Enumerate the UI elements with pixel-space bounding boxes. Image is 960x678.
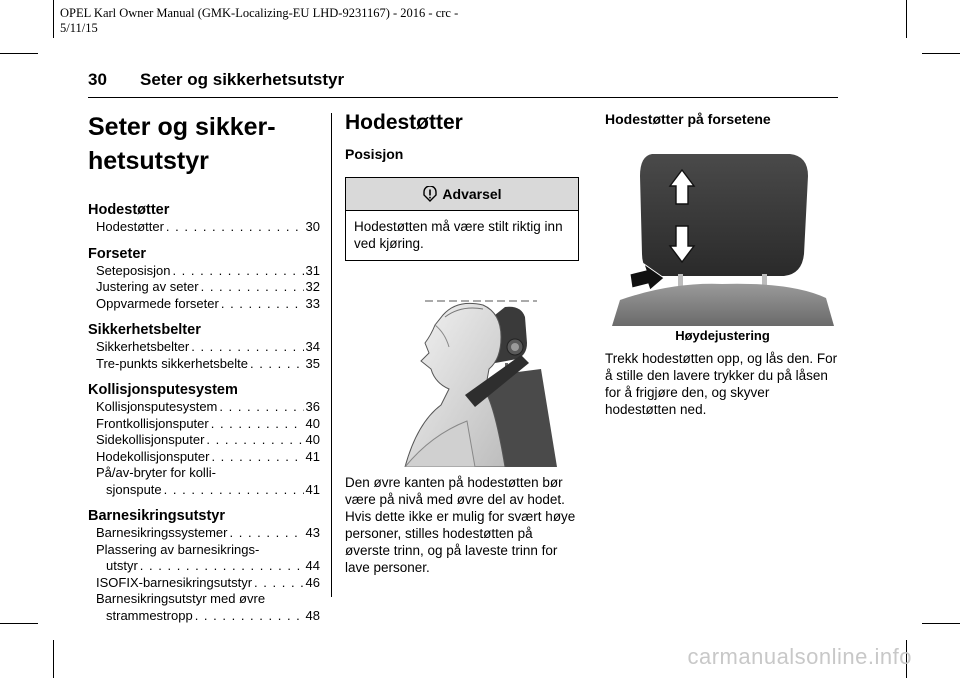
toc-entry-line1[interactable]: Plassering av barnesikrings-	[96, 541, 260, 557]
front-headrests-section	[605, 110, 840, 128]
toc-section	[88, 382, 320, 498]
toc-entry[interactable]: strammestropp . . . 48	[88, 608, 320, 625]
toc-section	[88, 508, 320, 624]
toc-entry[interactable]: Hodekollisjonsputer . . . 41	[88, 449, 320, 466]
toc-section	[88, 322, 320, 372]
headrest-height-adjustment-illustration	[612, 150, 834, 326]
subsection-title: Hodestøtter på forsetene	[605, 111, 771, 127]
crop-mark	[922, 623, 960, 624]
toc-heading: Kollisjonsputesystem	[88, 382, 238, 398]
warning-title: Advarsel	[442, 186, 502, 202]
toc-entry-line1[interactable]: Barnesikringsutstyr med øvre	[96, 591, 266, 606]
crop-mark	[53, 0, 54, 38]
toc-heading: Forseter	[88, 245, 147, 262]
document-meta: OPEL Karl Owner Manual (GMK-Localizing-EU LHD-9231167) - 2016 - crc - 5/11/15	[60, 6, 459, 35]
toc-entry[interactable]: Frontkollisjonsputer . . . 40	[88, 416, 320, 433]
subsection-title: Posisjon	[345, 146, 404, 162]
crop-mark	[0, 53, 38, 54]
crop-mark	[906, 0, 907, 38]
running-header	[88, 70, 344, 90]
toc-entry[interactable]: Oppvarmede forseter . . . 33	[88, 296, 320, 313]
headrest-section	[345, 110, 580, 261]
toc-heading: Hodestøtter	[88, 202, 170, 218]
toc-entry[interactable]: Justering av seter . . . 32	[88, 279, 320, 296]
page-number: 30	[88, 70, 107, 89]
toc-entry[interactable]: sjonspute . . . 41	[88, 482, 320, 499]
crop-mark	[922, 53, 960, 54]
toc-entry[interactable]: ISOFIX-barnesikringsutstyr . . . 46	[88, 575, 320, 592]
toc-entry-line1[interactable]: På/av-bryter for kolli-	[96, 465, 216, 480]
section-title: Hodestøtter	[345, 111, 463, 134]
toc-entry[interactable]: Barnesikringssystemer . . . 43	[88, 525, 320, 542]
column-divider	[331, 113, 332, 597]
running-header-title: Seter og sikkerhetsutstyr	[140, 70, 345, 89]
figure-caption: Høydejustering	[675, 328, 770, 343]
toc-entry[interactable]: Seteposisjon . . . 31	[88, 263, 320, 280]
toc-heading: Sikkerhetsbelter	[88, 322, 201, 338]
toc-entry[interactable]: utstyr . . . 44	[88, 558, 320, 575]
toc-section	[88, 246, 320, 313]
header-rule	[88, 97, 838, 98]
chapter-title: Seter og sikker- hetsutstyr	[88, 113, 276, 175]
toc-heading: Barnesikringsutstyr	[88, 508, 225, 524]
headrest-position-illustration	[345, 295, 577, 467]
toc-entry[interactable]: Sikkerhetsbelter . . . 34	[88, 339, 320, 356]
crop-mark	[0, 623, 38, 624]
headrest-adjustment-text: Trekk hodestøtten opp, og lås den. For å stille den lavere trykker du på låsen for å frigjøre den, og skyver hodestøtten ned.	[605, 351, 838, 417]
warning-box	[345, 177, 579, 261]
chapter-contents	[88, 110, 320, 624]
watermark: carmanualsonline.info	[687, 644, 912, 669]
toc-entry[interactable]: Kollisjonsputesystem . . . 36	[88, 399, 320, 416]
toc-entry[interactable]: Sidekollisjonsputer . . . 40	[88, 432, 320, 449]
toc-entry[interactable]: Tre-punkts sikkerhetsbelte . . . 35	[88, 356, 320, 373]
warning-text: Hodestøtten må være stilt riktig inn ved kjøring.	[354, 219, 563, 251]
toc-section	[88, 202, 320, 236]
headrest-position-text: Den øvre kanten på hodestøtten bør være på nivå med øvre del av hodet. Hvis dette ikke er mulig for svært høye personer, stilles hodestøtten på øverste trinn, og på laveste trinn for lave personer.	[345, 475, 576, 575]
toc-entry[interactable]: Hodestøtter . . . 30	[88, 219, 320, 236]
crop-mark	[53, 640, 54, 678]
warning-icon	[422, 186, 438, 202]
warning-header	[346, 178, 578, 211]
